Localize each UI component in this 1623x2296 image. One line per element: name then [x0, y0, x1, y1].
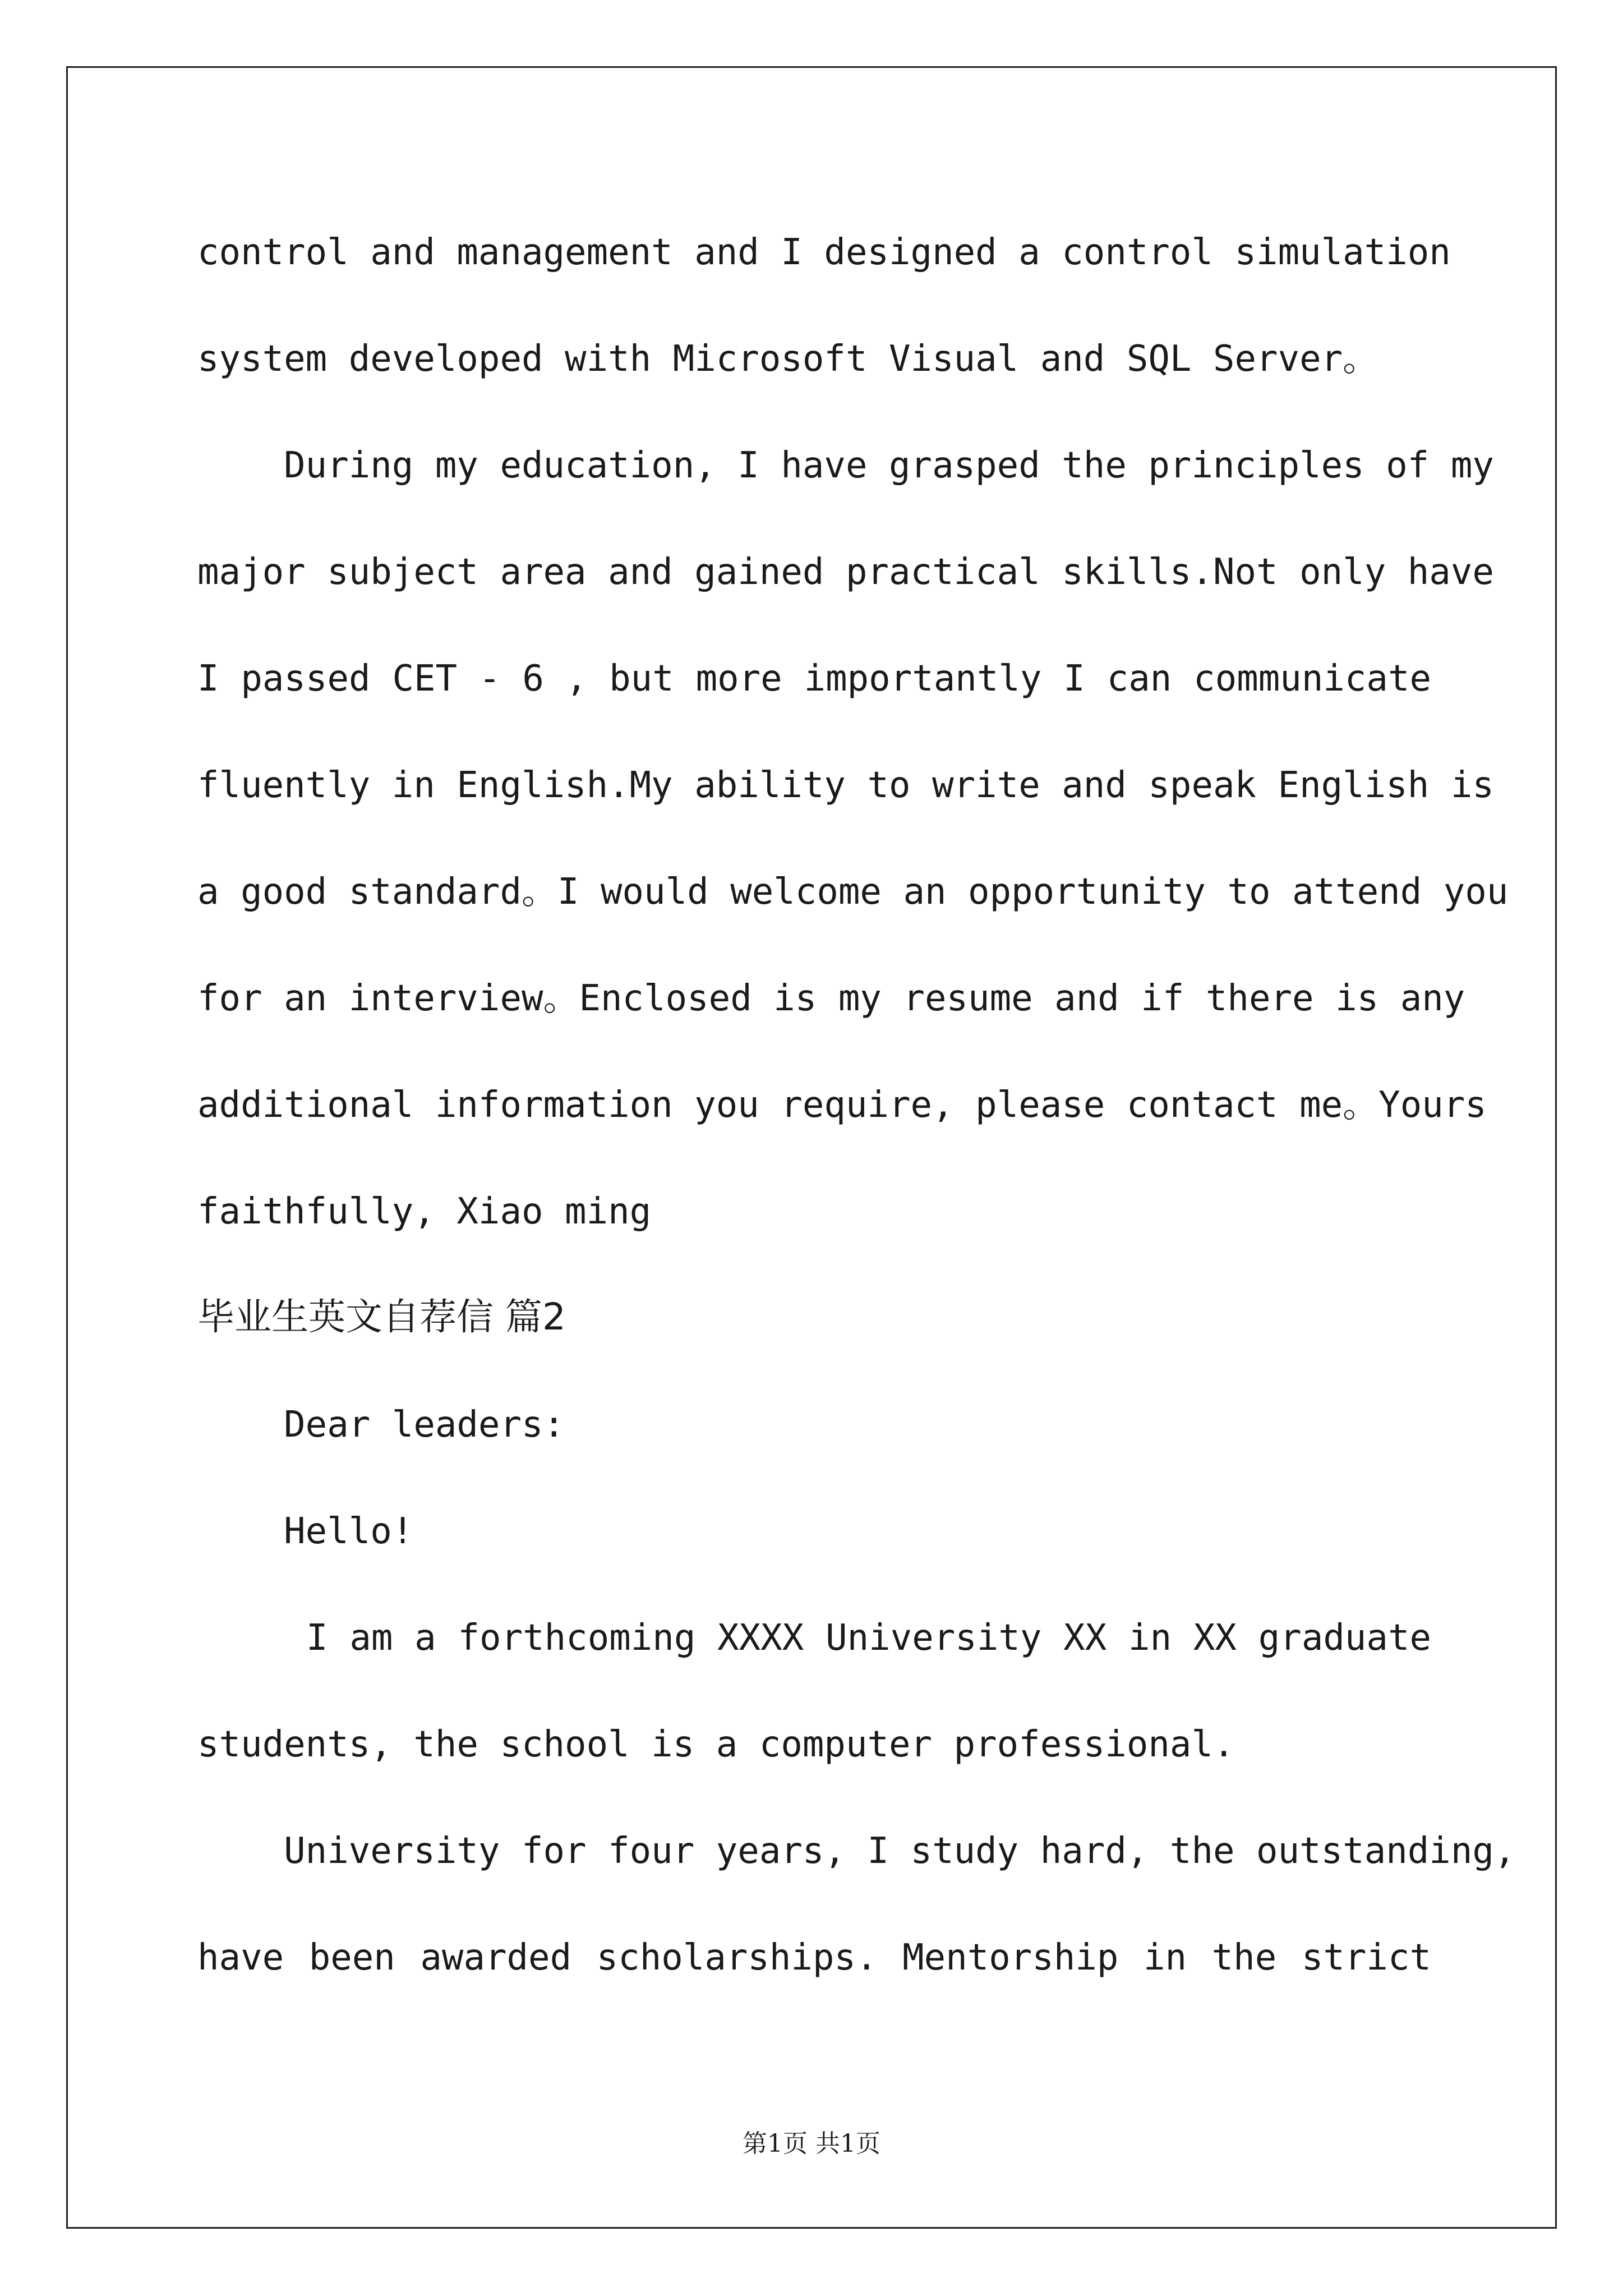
body-line: additional information you require, please contact me。Yours [197, 1084, 1487, 1126]
body-line: During my education, I have grasped the principles of my [197, 445, 1494, 486]
body-line: faithfully, Xiao ming [197, 1191, 652, 1232]
body-line: students, the school is a computer professional. [197, 1724, 1235, 1765]
body-line: major subject area and gained practical skills.Not only have [197, 551, 1494, 593]
body-line: fluently in English.My ability to write and speak English is [197, 765, 1494, 806]
body-line: I am a forthcoming XXXX University XX in XX graduate [197, 1617, 1431, 1659]
greeting-line: Hello! [197, 1511, 414, 1552]
body-line: a good standard。I would welcome an opportunity to attend you [197, 871, 1509, 913]
greeting-line: Dear leaders: [197, 1404, 565, 1446]
body-line: system developed with Microsoft Visual and SQL Server。 [197, 338, 1379, 380]
page-border [66, 66, 1557, 2229]
body-line: have been awarded scholarships. Mentorship in the strict [197, 1937, 1431, 1978]
body-line: University for four years, I study hard, the outstanding, [197, 1830, 1516, 1872]
body-line: for an interview。Enclosed is my resume and if there is any [197, 978, 1465, 1019]
page-number-footer: 第1页 共1页 [743, 2129, 880, 2158]
section-heading: 毕业生英文自荐信 篇2 [197, 1295, 566, 1338]
body-line: I passed CET - 6 , but more importantly I can communicate [197, 658, 1431, 700]
body-line: control and management and I designed a control simulation [197, 232, 1451, 273]
